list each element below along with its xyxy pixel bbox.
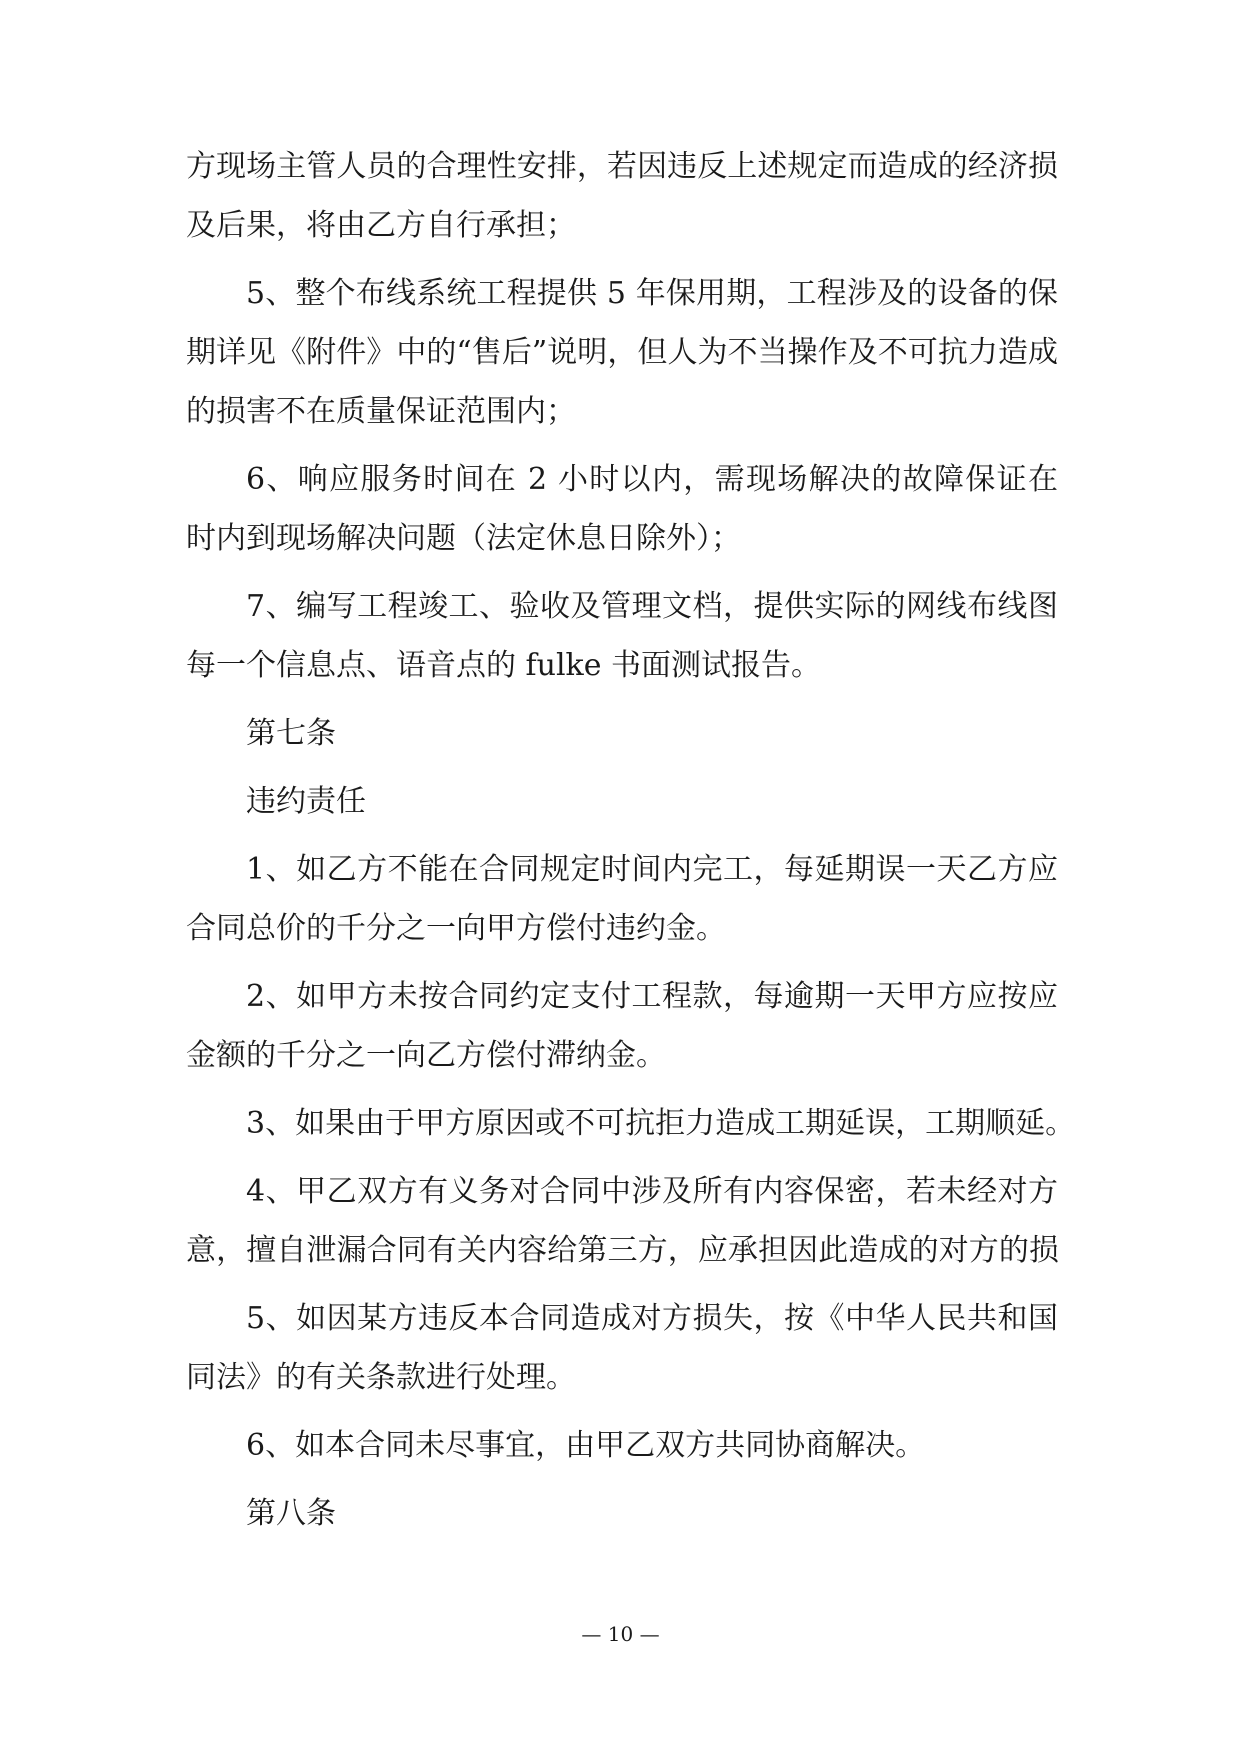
- text-line: 5、如因某方违反本合同造成对方损失，按《中华人民共和国: [246, 1301, 1058, 1336]
- text-line: 意，擅自泄漏合同有关内容给第三方，应承担因此造成的对方的损: [186, 1233, 1058, 1268]
- page-number: — 10 —: [581, 1622, 660, 1646]
- text-line: 4、甲乙双方有义务对合同中涉及所有内容保密，若未经对方: [246, 1174, 1058, 1209]
- text-line: 时内到现场解决问题（法定休息日除外）；: [186, 521, 741, 556]
- text-line: 期详见《附件》中的“售后”说明，但人为不当操作及不可抗力造成: [186, 335, 1058, 370]
- text-line: 方现场主管人员的合理性安排，若因违反上述规定而造成的经济损: [186, 149, 1058, 184]
- text-line: 1、如乙方不能在合同规定时间内完工，每延期误一天乙方应: [246, 852, 1058, 887]
- text-line: 7、编写工程竣工、验收及管理文档，提供实际的网线布线图: [246, 589, 1058, 624]
- article-heading: 第七条: [246, 716, 336, 751]
- text-line: 金额的千分之一向乙方偿付滞纳金。: [186, 1038, 666, 1073]
- text-line: 2、如甲方未按合同约定支付工程款，每逾期一天甲方应按应: [246, 979, 1058, 1014]
- text-line: 合同总价的千分之一向甲方偿付违约金。: [186, 911, 726, 946]
- text-line: 6、如本合同未尽事宜，由甲乙双方共同协商解决。: [246, 1428, 926, 1463]
- text-line: 及后果，将由乙方自行承担；: [186, 208, 576, 243]
- text-line: 5、整个布线系统工程提供 5 年保用期，工程涉及的设备的保: [246, 276, 1058, 311]
- text-line: 6、响应服务时间在 2 小时以内，需现场解决的故障保证在: [246, 462, 1058, 497]
- text-line: 的损害不在质量保证范围内；: [186, 394, 576, 429]
- text-line: 每一个信息点、语音点的 fulke 书面测试报告。: [186, 648, 822, 683]
- section-heading: 违约责任: [246, 784, 366, 819]
- article-heading: 第八条: [246, 1496, 336, 1531]
- text-line: 3、如果由于甲方原因或不可抗拒力造成工期延误，工期顺延。: [246, 1106, 1076, 1141]
- text-line: 同法》的有关条款进行处理。: [186, 1360, 576, 1395]
